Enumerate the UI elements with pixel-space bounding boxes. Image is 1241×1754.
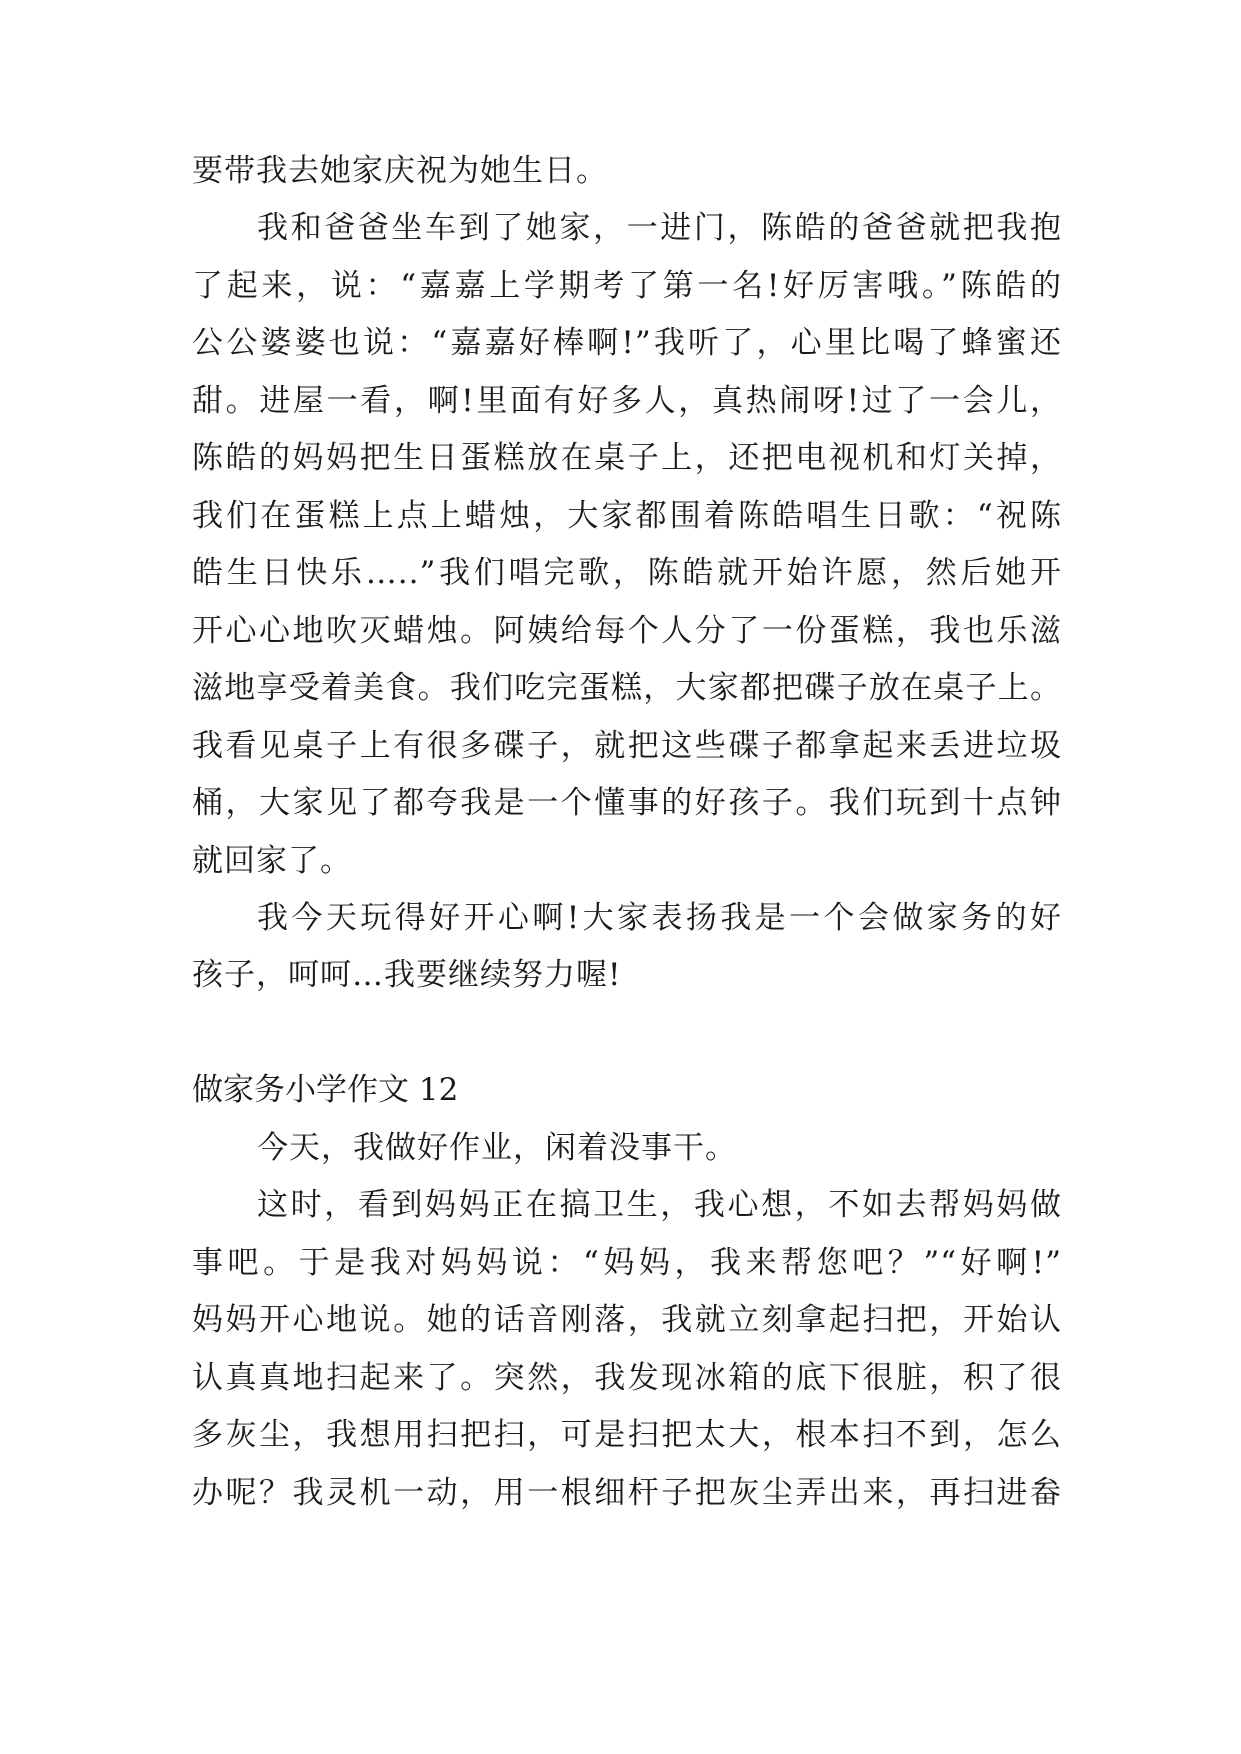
text-line: 公公婆婆也说：“嘉嘉好棒啊!”我听了，心里比喝了蜂蜜还 <box>192 325 1062 361</box>
text-line: 陈皓的妈妈把生日蛋糕放在桌子上，还把电视机和灯关掉， <box>192 440 1062 476</box>
section-heading: 做家务小学作文 12 <box>192 1072 459 1108</box>
text-line: 我和爸爸坐车到了她家，一进门，陈皓的爸爸就把我抱 <box>257 210 1062 246</box>
text-line: 今天，我做好作业，闲着没事干。 <box>257 1130 737 1166</box>
text-line: 办呢？我灵机一动，用一根细杆子把灰尘弄出来，再扫进畚 <box>192 1475 1062 1511</box>
text-line: 要带我去她家庆祝为她生日。 <box>192 153 608 189</box>
text-line: 我今天玩得好开心啊!大家表扬我是一个会做家务的好 <box>257 900 1062 936</box>
text-line: 滋地享受着美食。我们吃完蛋糕，大家都把碟子放在桌子上。 <box>192 670 1062 706</box>
text-line: 我看见桌子上有很多碟子，就把这些碟子都拿起来丢进垃圾 <box>192 728 1062 764</box>
text-line: 我们在蛋糕上点上蜡烛，大家都围着陈皓唱生日歌：“祝陈 <box>192 498 1062 534</box>
text-line: 桶，大家见了都夸我是一个懂事的好孩子。我们玩到十点钟 <box>192 785 1062 821</box>
text-line: 认真真地扫起来了。突然，我发现冰箱的底下很脏，积了很 <box>192 1360 1062 1396</box>
text-line: 开心心地吹灭蜡烛。阿姨给每个人分了一份蛋糕，我也乐滋 <box>192 613 1062 649</box>
text-line: 就回家了。 <box>192 843 352 879</box>
text-line: 皓生日快乐…..”我们唱完歌，陈皓就开始许愿，然后她开 <box>192 555 1062 591</box>
text-line: 孩子，呵呵…我要继续努力喔! <box>192 957 622 993</box>
text-line: 这时，看到妈妈正在搞卫生，我心想，不如去帮妈妈做 <box>257 1187 1062 1223</box>
text-line: 了起来，说：“嘉嘉上学期考了第一名!好厉害哦。”陈皓的 <box>192 268 1062 304</box>
text-line: 多灰尘，我想用扫把扫，可是扫把太大，根本扫不到，怎么 <box>192 1417 1062 1453</box>
text-line: 妈妈开心地说。她的话音刚落，我就立刻拿起扫把，开始认 <box>192 1302 1062 1338</box>
text-line: 甜。进屋一看，啊!里面有好多人，真热闹呀!过了一会儿， <box>192 383 1062 419</box>
text-line: 事吧。于是我对妈妈说：“妈妈，我来帮您吧？”“好啊!” <box>192 1245 1062 1281</box>
